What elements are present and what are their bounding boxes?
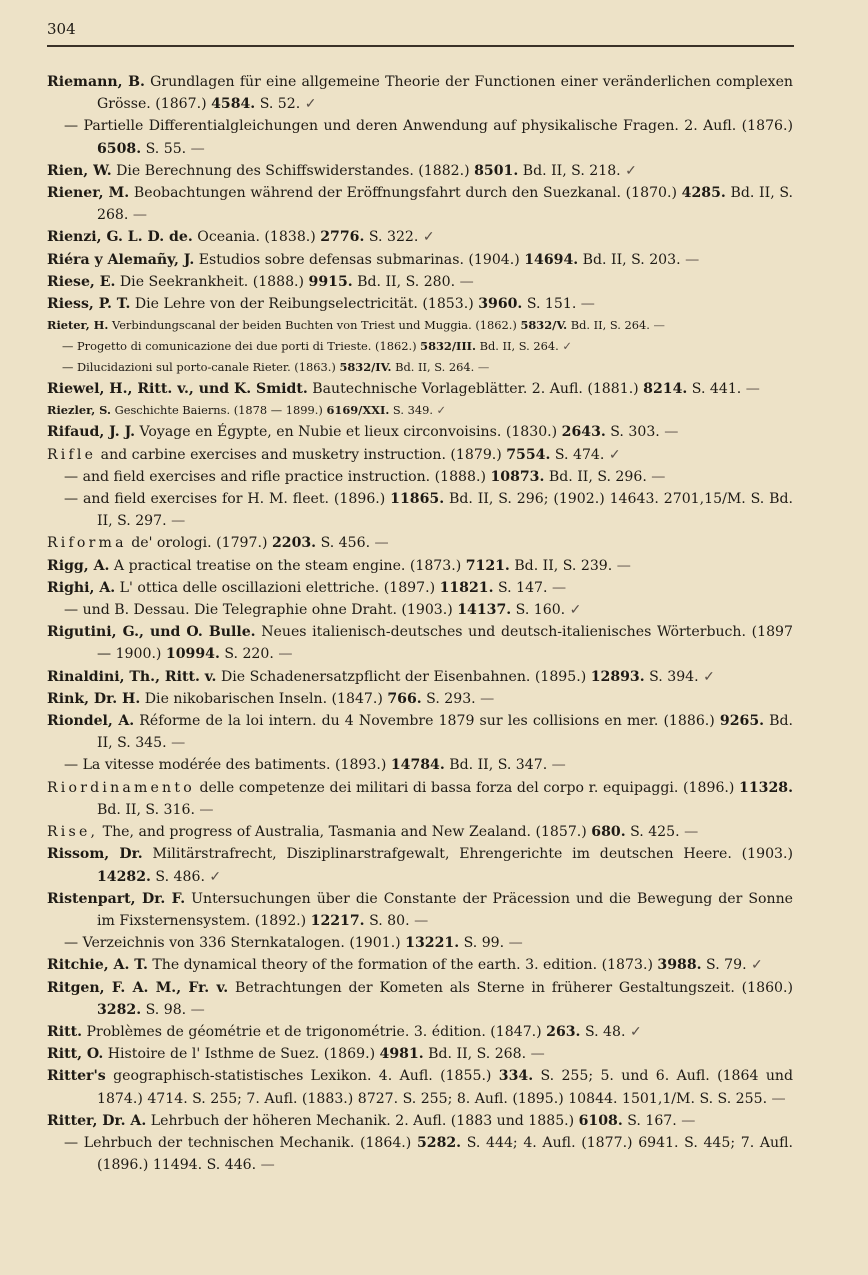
bibliography-entry: [47, 1132, 793, 1176]
entry-text: geographisch-statistisches Lexikon. 4. Aufl. (1855.): [105, 1068, 499, 1085]
entry-reference: S. 79.: [701, 957, 747, 974]
entry-check-mark: —: [504, 935, 523, 952]
entry-reference: Bd. II, S. 296; (1902.) 14643. 2701,15/M. S. Bd. II, S. 297.: [97, 491, 794, 530]
entry-text: — Partielle Differentialgleichungen und deren Anwendung auf physikalische Fragen. 2. Aufl. (1876.): [64, 118, 793, 135]
entry-author: Rink, Dr. H.: [47, 690, 141, 707]
entry-reference: S. 349.: [389, 403, 433, 418]
entry-catalog-number: 5832/V.: [520, 318, 568, 333]
entry-check-mark: —: [646, 468, 666, 485]
entry-catalog-number: 8501.: [474, 162, 519, 179]
entry-text: A practical treatise on the steam engine. (1873.): [109, 557, 466, 574]
bibliography-entry: [47, 115, 793, 159]
entry-reference: Bd. II, S. 203.: [578, 251, 681, 268]
entry-reference: S. 80.: [364, 912, 410, 929]
entry-reference: S. 474.: [550, 446, 605, 463]
bibliography-entry: [47, 271, 793, 293]
bibliography-entry: [47, 488, 793, 532]
bibliography-entry: [47, 954, 793, 976]
entry-reference: Bd. II, S. 218.: [518, 162, 621, 179]
entry-author: Rinaldini, Th., Ritt. v.: [47, 668, 217, 685]
entry-catalog-number: 12217.: [310, 912, 365, 929]
entry-text: Estudios sobre defensas submarinas. (1904.): [194, 251, 525, 268]
entry-check-mark: —: [475, 690, 495, 707]
entry-text: Geschichte Baierns. (1878 — 1899.): [110, 403, 327, 418]
entry-catalog-number: 5832/III.: [420, 339, 476, 354]
entry-catalog-number: 4981.: [379, 1046, 424, 1063]
entry-text: Neues italienisch-deutsches und deutsch-italienisches Wörterbuch. (1897 — 1900.): [97, 624, 793, 663]
bibliography-entry: [47, 555, 793, 577]
entry-author: Riemann, B.: [47, 74, 145, 90]
entry-catalog-number: 2776.: [320, 229, 365, 246]
entry-text: Die Berechnung des Schiffswiderstandes. (1882.): [111, 162, 475, 179]
entry-text: — und B. Dessau. Die Telegraphie ohne Draht. (1903.): [64, 602, 458, 619]
entry-author: Rifaud, J. J.: [47, 424, 136, 441]
entry-catalog-number: 4584.: [211, 96, 256, 113]
entry-author: Rienzi, G. L. D. de.: [47, 229, 193, 246]
entry-catalog-number: 5282.: [416, 1134, 462, 1151]
entry-catalog-number: 7554.: [506, 446, 551, 463]
entry-reference: S. 220.: [219, 646, 274, 663]
entry-reference: Bd. II, S. 268.: [97, 185, 793, 224]
entry-catalog-number: 9915.: [308, 273, 353, 290]
entry-text: and carbine exercises and musketry instruction. (1879.): [96, 446, 507, 463]
entry-catalog-number: 680.: [591, 824, 626, 841]
entry-check-mark: ✓: [558, 339, 572, 354]
bibliography-entry: [47, 421, 793, 443]
entry-reference: S. 98.: [141, 1001, 187, 1018]
entry-check-mark: —: [186, 1001, 205, 1018]
entry-reference: Bd. II, S. 264.: [475, 339, 559, 354]
entry-text: L' ottica delle oscillazioni elettriche. (1897.): [115, 579, 440, 596]
entry-reference: Bd. II, S. 264.: [567, 318, 650, 333]
entry-text: — and field exercises for H. M. fleet. (1896.): [64, 491, 391, 508]
entry-catalog-number: 14282.: [97, 868, 151, 885]
entry-catalog-number: 2643.: [561, 424, 606, 441]
entry-text: — and field exercises and rifle practice instruction. (1888.): [64, 468, 491, 485]
entry-check-mark: —: [166, 513, 186, 530]
entry-catalog-number: 14694.: [524, 251, 579, 268]
entry-author: Riezler, S.: [47, 403, 111, 418]
entry-catalog-number: 4285.: [681, 185, 726, 202]
entry-author: Ristenpart, Dr. F.: [47, 890, 186, 907]
bibliography-entry: [47, 688, 793, 710]
entry-text: Réforme de la loi intern. du 4 Novembre 1879 sur les collisions en mer. (1886.): [134, 713, 720, 730]
entry-catalog-number: 263.: [546, 1023, 581, 1040]
entry-check-mark: —: [612, 557, 631, 574]
bibliography-entry: [47, 160, 793, 182]
entry-catalog-number: 11865.: [390, 491, 445, 508]
entry-check-mark: —: [273, 646, 293, 663]
entry-author: Riess, P. T.: [47, 296, 131, 313]
entry-reference: S. 255; 5. und 6. Aufl. (1864 und 1874.) 4714. S. 255; 7. Aufl. (1883.) 8727. S. 255; 8. Aufl. (1895.) 10844. 1501,1/M. S. S. 255.: [97, 1068, 793, 1107]
entry-reference: S. 303.: [605, 424, 660, 441]
entry-catalog-number: 11821.: [439, 579, 494, 596]
bibliography-entry: [47, 336, 793, 357]
entry-check-mark: ✓: [625, 1023, 642, 1040]
entry-catalog-number: 2203.: [271, 535, 317, 552]
entry-author: Righi, A.: [47, 579, 116, 596]
entry-text: Lehrbuch der höheren Mechanik. 2. Aufl. (1883 und 1885.): [146, 1112, 579, 1129]
entry-reference: S. 394.: [644, 668, 699, 685]
bibliography-entry: [47, 226, 793, 248]
bibliography-entry: [47, 621, 793, 665]
entry-reference: S. 99.: [459, 935, 505, 952]
entry-reference: S. 425.: [625, 824, 680, 841]
entry-author: Riese, E.: [47, 273, 116, 290]
bibliography-entry: [47, 754, 793, 776]
entry-check-mark: —: [679, 824, 699, 841]
entry-catalog-number: 10873.: [490, 468, 545, 485]
entry-author: Riondel, A.: [47, 713, 135, 730]
entry-reference: Bd. II, S. 239.: [509, 557, 613, 574]
bibliography-entry: [47, 843, 793, 887]
entry-check-mark: ✓: [698, 668, 715, 685]
bibliography-entry: [47, 888, 793, 932]
entry-reference: S. 147.: [493, 579, 548, 596]
entry-check-mark: ✓: [300, 96, 317, 113]
entry-catalog-number: 6169/XXI.: [326, 403, 390, 418]
entry-catalog-number: 5832/IV.: [339, 360, 392, 375]
entry-reference: S. 48.: [580, 1023, 626, 1040]
entry-reference: S. 441.: [687, 381, 742, 398]
entry-catalog-number: 766.: [387, 690, 422, 707]
entry-catalog-number: 6108.: [578, 1112, 623, 1129]
bibliography-entry: [47, 378, 793, 400]
entry-check-mark: —: [128, 207, 147, 224]
entry-catalog-number: 14137.: [457, 602, 512, 619]
bibliography-entry: [47, 1043, 793, 1065]
bibliography-entry: [47, 821, 793, 843]
entry-check-mark: —: [370, 535, 389, 552]
entry-check-mark: ✓: [620, 162, 637, 179]
entry-reference: S. 151.: [522, 296, 577, 313]
entry-text: Bautechnische Vorlageblätter. 2. Aufl. (1881.): [307, 381, 644, 398]
entry-check-mark: —: [409, 912, 429, 929]
entry-check-mark: ✓: [565, 602, 582, 619]
entry-text: Militärstrafrecht, Disziplinarstrafgewalt, Ehrengerichte im deutschen Heere. (1903.): [142, 846, 794, 863]
page-number: 304: [47, 20, 76, 38]
entry-text: de' orologi. (1797.): [126, 535, 272, 552]
entry-reference: S. 160.: [511, 602, 566, 619]
entry-text: Die Schadenersatzpflicht der Eisenbahnen. (1895.): [216, 668, 591, 685]
entry-check-mark: —: [194, 801, 214, 818]
entry-author: Riener, M.: [47, 185, 130, 202]
bibliography-entry: [47, 466, 793, 488]
entry-check-mark: —: [547, 757, 566, 774]
bibliography-entry: [47, 357, 793, 378]
entry-author: Rien, W.: [47, 162, 112, 179]
entry-check-mark: ✓: [418, 229, 435, 246]
entry-author: Rise,: [47, 824, 99, 841]
entry-text: The, and progress of Australia, Tasmania and New Zealand. (1857.): [98, 824, 592, 841]
bibliography-entry: [47, 315, 793, 336]
entry-author: Ritt, O.: [47, 1046, 104, 1063]
bibliography-entry: [47, 400, 793, 421]
entry-reference: S. 444; 4. Aufl. (1877.) 6941. S. 445; 7. Aufl. (1896.) 11494. S. 446.: [97, 1134, 793, 1174]
bibliography-entry: [47, 249, 793, 271]
bibliography-entry: [47, 293, 793, 315]
entry-check-mark: —: [526, 1046, 545, 1063]
entry-catalog-number: 11328.: [739, 779, 793, 796]
entry-check-mark: —: [474, 360, 490, 375]
bibliography-entry: [47, 182, 793, 226]
entry-catalog-number: 334.: [498, 1068, 534, 1085]
entry-check-mark: —: [676, 1112, 696, 1129]
entry-text: Histoire de l' Isthme de Suez. (1869.): [103, 1046, 380, 1063]
entry-reference: S. 322.: [364, 229, 419, 246]
bibliography-entry: [47, 777, 793, 821]
entry-author: Riewel, H., Ritt. v., und K. Smidt.: [47, 381, 308, 398]
entry-reference: Bd. II, S. 264.: [391, 360, 475, 375]
entry-author: Ritter, Dr. A.: [47, 1112, 147, 1129]
entry-check-mark: —: [455, 273, 474, 290]
entry-check-mark: —: [680, 251, 700, 268]
entry-reference: S. 486.: [150, 868, 205, 885]
bibliography-entry: [47, 532, 793, 554]
bibliography-entry: [47, 710, 793, 754]
entry-text: — Verzeichnis von 336 Sternkatalogen. (1901.): [64, 935, 406, 952]
entry-check-mark: —: [576, 296, 595, 313]
entry-reference: S. 55.: [141, 140, 187, 157]
entry-reference: S. 167.: [622, 1112, 677, 1129]
entry-text: Die Seekrankheit. (1888.): [115, 273, 309, 290]
entry-check-mark: —: [166, 735, 186, 752]
entry-author: Rifle: [47, 446, 97, 463]
entry-reference: Bd. II, S. 347.: [444, 757, 548, 774]
entry-author: Ritgen, F. A. M., Fr. v.: [47, 979, 229, 996]
entry-check-mark: —: [741, 381, 760, 398]
entry-catalog-number: 12893.: [590, 668, 645, 685]
entry-reference: Bd. II, S. 268.: [423, 1046, 527, 1063]
entry-author: Rissom, Dr.: [47, 846, 143, 863]
entry-check-mark: ✓: [604, 446, 621, 463]
entry-reference: S. 52.: [255, 96, 301, 113]
entry-check-mark: —: [186, 140, 205, 157]
bibliography-entry: [47, 1021, 793, 1043]
entry-catalog-number: 3282.: [97, 1001, 142, 1018]
entry-text: Grundlagen für eine allgemeine Theorie der Functionen einer veränderlichen complexen Grösse. (1867.): [97, 74, 793, 113]
entry-check-mark: ✓: [432, 403, 447, 418]
entry-text: Voyage en Égypte, en Nubie et lieux circonvoisins. (1830.): [135, 424, 562, 441]
entry-text: — Progetto di comunicazione dei due porti di Trieste. (1862.): [62, 339, 421, 354]
entry-check-mark: —: [256, 1157, 275, 1174]
entry-check-mark: —: [767, 1090, 786, 1107]
entry-text: — La vitesse modérée des batiments. (1893.): [64, 757, 391, 774]
bibliography-entry: [47, 1065, 793, 1109]
header-rule: [47, 45, 794, 47]
entry-catalog-number: 8214.: [643, 381, 688, 398]
entry-author: Rigg, A.: [47, 557, 110, 574]
entry-author: Ritt.: [47, 1023, 82, 1040]
entry-catalog-number: 6508.: [97, 140, 142, 157]
entry-check-mark: —: [547, 579, 567, 596]
entry-text: — Lehrbuch der technischen Mechanik. (1864.): [64, 1134, 417, 1151]
bibliography-entry: [47, 1110, 793, 1132]
entry-catalog-number: 13221.: [405, 935, 460, 952]
bibliography-entry: [47, 932, 793, 954]
entry-text: Betrachtungen der Kometen als Sterne in früherer Gestaltungszeit. (1860.): [228, 979, 793, 996]
entry-reference: S. 293.: [421, 690, 476, 707]
entry-reference: Bd. II, S. 345.: [97, 713, 794, 752]
entry-check-mark: —: [649, 318, 665, 333]
entry-reference: Bd. II, S. 296.: [544, 468, 647, 485]
entry-text: Die nikobarischen Inseln. (1847.): [140, 690, 388, 707]
entry-author: Rigutini, G., und O. Bulle.: [47, 624, 256, 641]
entry-text: Verbindungscanal der beiden Buchten von Triest und Muggia. (1862.): [108, 318, 521, 333]
bibliography-entry: [47, 599, 793, 621]
entry-catalog-number: 3960.: [478, 296, 523, 313]
entry-text: The dynamical theory of the formation of the earth. 3. edition. (1873.): [147, 957, 658, 974]
entry-author: Riordinamento: [47, 779, 195, 796]
entry-reference: S. 456.: [316, 535, 371, 552]
entry-check-mark: —: [659, 424, 679, 441]
entry-reference: Bd. II, S. 316.: [97, 801, 195, 818]
entry-catalog-number: 3988.: [657, 957, 702, 974]
entry-reference: Bd. II, S. 280.: [352, 273, 456, 290]
entry-author: Rieter, H.: [47, 318, 109, 333]
bibliography-entry: [47, 577, 793, 599]
bibliography-entry: [47, 71, 793, 115]
entry-check-mark: ✓: [746, 957, 763, 974]
entry-author: Ritchie, A. T.: [47, 957, 148, 974]
entry-check-mark: ✓: [204, 868, 222, 885]
entry-catalog-number: 10994.: [165, 646, 220, 663]
bibliography-entry: [47, 666, 793, 688]
entry-text: Die Lehre von der Reibungselectricität. (1853.): [130, 296, 479, 313]
entry-author: Riforma: [47, 535, 127, 552]
entry-text: — Dilucidazioni sul porto-canale Rieter. (1863.): [62, 360, 340, 375]
entry-text: delle competenze dei militari di bassa forza del corpo r. equipaggi. (1896.): [194, 779, 740, 796]
entry-text: Untersuchungen über die Constante der Präcession und die Bewegung der Sonne im Fixsternensystem. (1892.): [97, 890, 793, 929]
entry-text: Problèmes de géométrie et de trigonométrie. 3. édition. (1847.): [82, 1023, 547, 1040]
entry-author: Ritter's: [47, 1068, 106, 1085]
bibliography-entry: [47, 444, 793, 466]
bibliography-entry: [47, 977, 793, 1021]
bibliography-list: [47, 71, 793, 1176]
entry-text: Beobachtungen während der Eröffnungsfahrt durch den Suezkanal. (1870.): [129, 185, 682, 202]
entry-catalog-number: 9265.: [719, 713, 765, 730]
entry-author: Riéra y Alemañy, J.: [47, 251, 195, 268]
entry-catalog-number: 7121.: [465, 557, 510, 574]
entry-text: Oceania. (1838.): [192, 229, 321, 246]
entry-catalog-number: 14784.: [390, 757, 445, 774]
